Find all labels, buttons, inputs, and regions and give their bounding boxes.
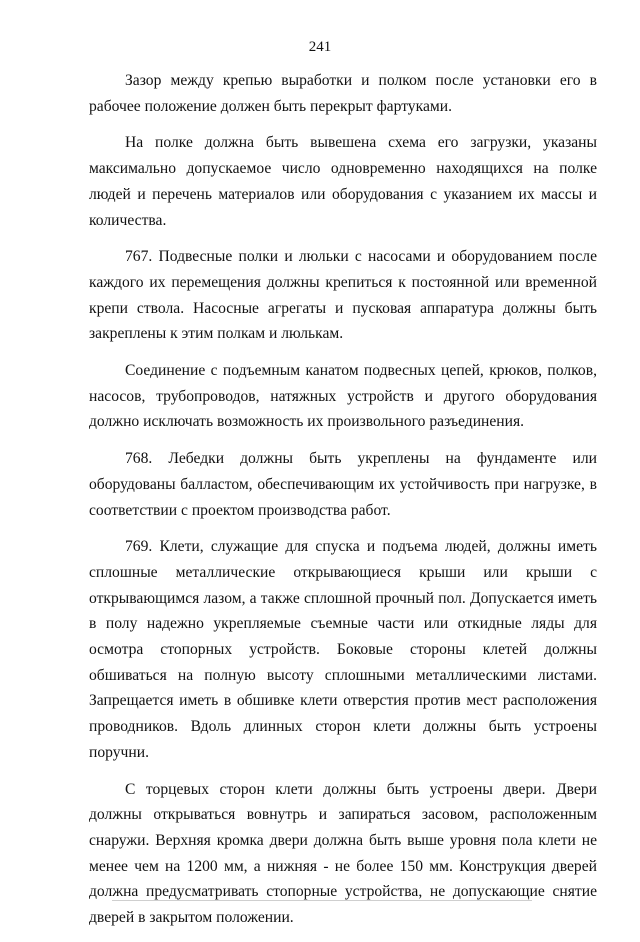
paragraph-767: 767. Подвесные полки и люльки с насосами и оборудованием после каждого их перемещения должны крепиться к постоянной или временной крепи ствола. Насосные агрегаты и пусковая аппаратура должны быть закреплены к этим полкам и люлькам.: [89, 248, 597, 343]
paragraph-rope-connection: Соединение с подъемным канатом подвесных цепей, крюков, полков, насосов, трубопроводов, натяжных устройств и другого оборудования должно исключать возможность их произвольного разъединения.: [89, 362, 597, 431]
paragraph-769: 769. Клети, служащие для спуска и подъема людей, должны иметь сплошные металлические открывающиеся крыши или крыши с открывающимся лазом, а также сплошной прочный пол. Допускается иметь в полу надежно укрепляемые съемные части или откидные ляды для осмотра стопорных устройств. Боковые стороны клетей должны обшиваться на полную высоту сплошными металлическими листами. Запрещается иметь в обшивке клети отверстия против мест расположения проводников. Вдоль длинных сторон клети должны быть устроены поручни.: [89, 538, 597, 761]
paragraph-cage-doors: С торцевых сторон клети должны быть устроены двери. Двери должны открываться вовнутрь и запираться засовом, расположенным снаружи. Верхняя кромка двери должна быть выше уровня пола клети не менее чем на 1200 мм, а нижняя - не более 150 мм. Конструкция дверей должна предусматривать стопорные устройства, не допускающие снятие дверей в закрытом положении.: [89, 780, 597, 927]
body-text: [89, 68, 597, 942]
paragraph-gap-closure: Зазор между крепью выработки и полком после установки его в рабочее положение должен быть перекрыт фартуками.: [89, 72, 597, 115]
paragraph-768: 768. Лебедки должны быть укреплены на фундаменте или оборудованы балластом, обеспечивающим их устойчивость при нагрузке, в соответствии с проектом производства работ.: [89, 450, 597, 519]
page-bottom-edge: [112, 900, 532, 901]
page-number: 241: [308, 39, 332, 55]
paragraph-loading-scheme: На полке должна быть вывешена схема его загрузки, указаны максимально допускаемое число одновременно находящихся на полке людей и перечень материалов или оборудования с указанием их массы и количества.: [89, 134, 597, 229]
